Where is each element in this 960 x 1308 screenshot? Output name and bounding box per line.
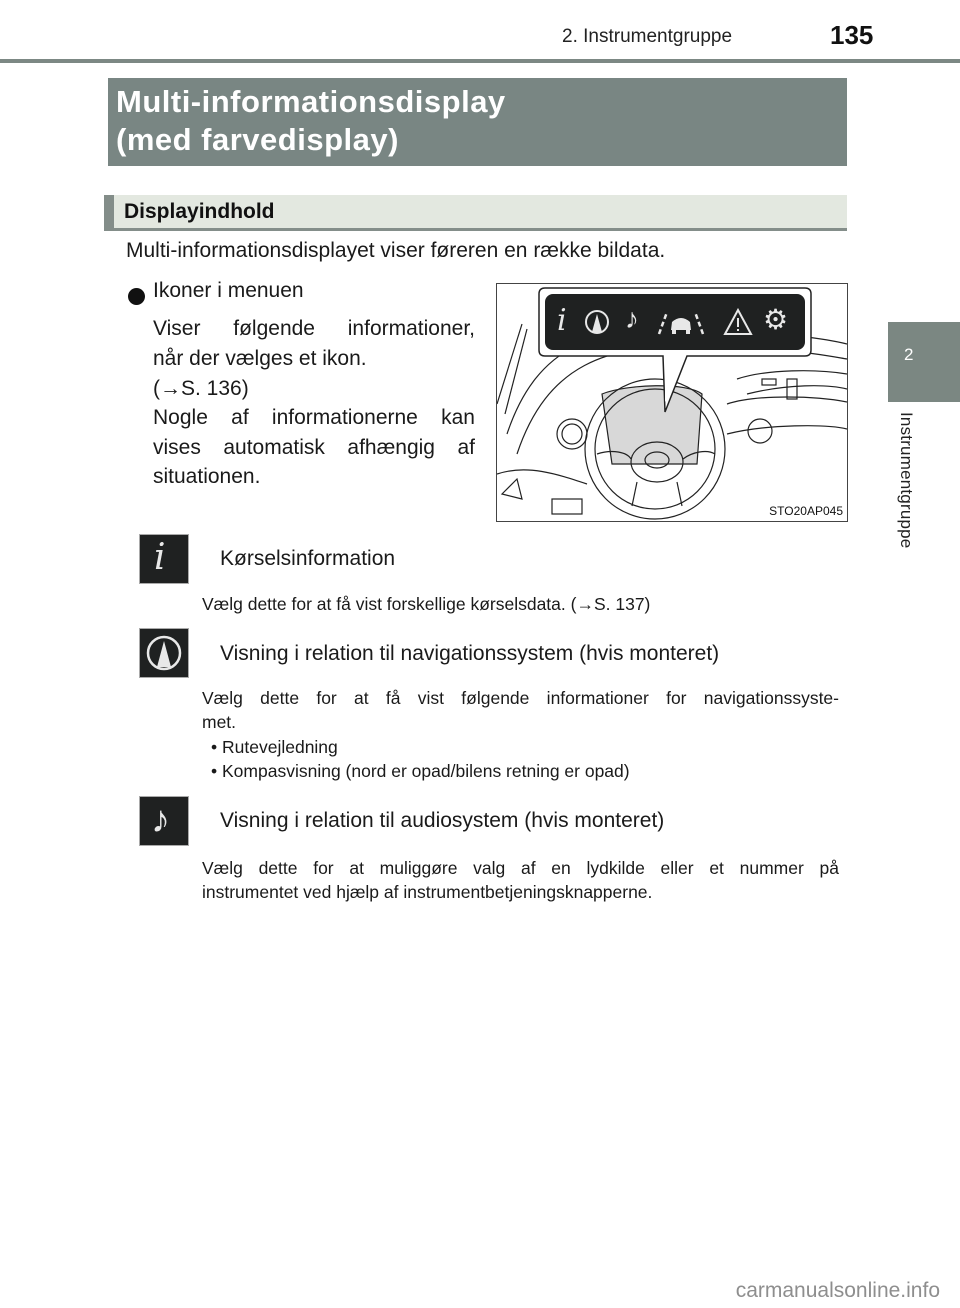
item-desc-navigation-line-2: met.	[202, 712, 237, 732]
item-desc-audio-line-1: Vælg dette for at muliggøre valg af en lydkilde eller et nummer på	[202, 858, 839, 878]
bullet-heading: Ikoner i menuen	[153, 279, 304, 302]
info-icon-box	[139, 534, 189, 584]
warning-icon	[723, 308, 753, 336]
page-number: 135	[830, 20, 874, 50]
bullet-dot-icon	[128, 288, 145, 305]
item-desc-navigation-line-1: Vælg dette for at få vist følgende informationer for navigationssyste-	[202, 688, 839, 708]
figure-code: STO20AP045	[769, 504, 843, 518]
settings-icon: ⚙	[763, 304, 789, 335]
chapter-tab-label: Instrumentgruppe	[897, 412, 916, 549]
subheading: Displayindhold	[124, 200, 275, 223]
audio-icon: ♪	[625, 303, 639, 334]
item-title-navigation: Visning i relation til navigationssystem (hvis monteret)	[220, 642, 720, 665]
navigation-icon	[140, 629, 188, 677]
info-icon: i	[557, 303, 567, 338]
navigation-icon-box	[139, 628, 189, 678]
nav-bullet-1: • Rutevejledning	[211, 737, 338, 757]
header-divider	[0, 59, 960, 63]
subheading-accent-bar	[104, 195, 114, 231]
intro-paragraph: Multi-informationsdisplayet viser føreren en række bildata.	[126, 239, 666, 262]
page-title-line-2: (med farvedisplay)	[116, 122, 399, 157]
dashboard-illustration	[496, 283, 848, 522]
bullet-body-line-2: når der vælges et ikon.	[153, 347, 367, 370]
item-title-driving-info: Kørselsinformation	[220, 547, 396, 570]
nav-bullet-1-text: Rutevejledning	[222, 737, 338, 757]
nav-bullet-2-text: Kompasvisning (nord er opad/bilens retning er opad)	[222, 761, 630, 781]
bullet-body-line-6: situationen.	[153, 465, 261, 488]
page-reference: (→S. 136)	[153, 377, 249, 400]
audio-icon: ♪	[151, 799, 170, 841]
item-title-audio: Visning i relation til audiosystem (hvis monteret)	[220, 809, 665, 832]
info-icon: i	[154, 537, 166, 578]
item-desc-driving-info: Vælg dette for at få vist forskellige kørselsdata. (→S. 137)	[202, 594, 651, 614]
bullet-body-line-4: Nogle af informationerne kan	[153, 406, 475, 429]
watermark: carmanualsonline.info	[735, 1279, 940, 1302]
nav-bullet-2: • Kompasvisning (nord er opad/bilens retning er opad)	[211, 761, 630, 781]
bullet-body-line-5: vises automatisk afhængig af	[153, 436, 475, 459]
chapter-tab	[888, 322, 960, 402]
audio-icon-box	[139, 796, 189, 846]
navigation-icon	[583, 308, 611, 336]
bullet-body-line-1: Viser følgende informationer,	[153, 317, 475, 340]
running-header-section: 2. Instrumentgruppe	[562, 26, 733, 47]
page-title-line-1: Multi-informationsdisplay	[116, 84, 506, 119]
item-desc-audio-line-2: instrumentet ved hjælp af instrumentbetjeningsknapperne.	[202, 882, 653, 902]
driving-assist-icon	[657, 308, 705, 336]
chapter-tab-number: 2	[904, 345, 914, 364]
